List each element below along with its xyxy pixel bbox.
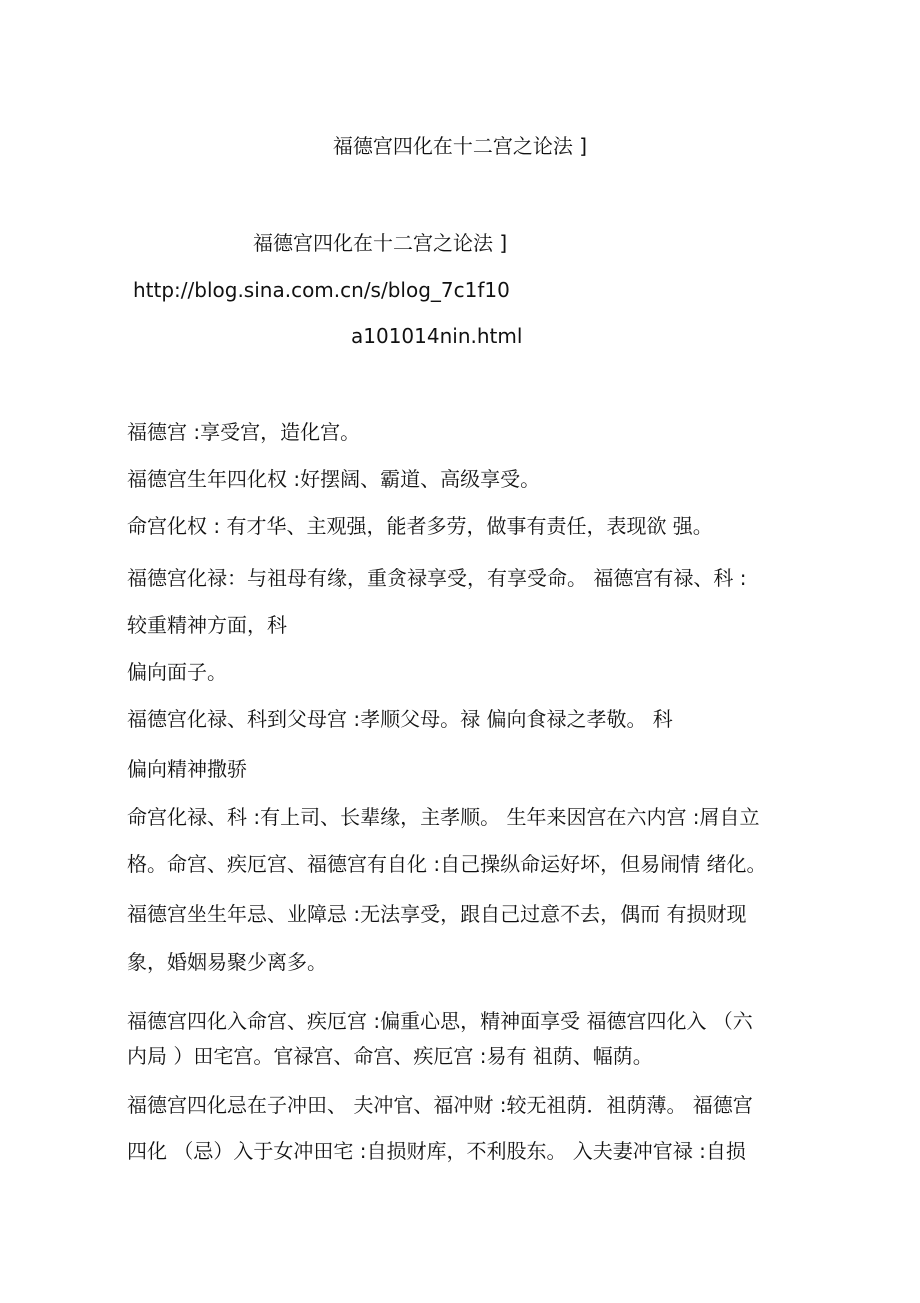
text-line: 命宫化权 : 有才华、主观强，能者多劳，做事有责任，表现欲 强。 (127, 514, 713, 538)
text-line: 偏向面子。 (127, 660, 227, 684)
text-line: 福德宫坐生年忌、业障忌 :无法享受，跟自己过意不去，偶而 有损财现 (127, 902, 747, 926)
document-subtitle: 福德宫四化在十二宫之论法 ] (253, 231, 508, 255)
source-url-line-1: http://blog.sina.com.cn/s/blog_7c1f10 (133, 278, 510, 302)
text-line: 福德宫 :享受宫，造化宫。 (127, 420, 361, 444)
text-line: 格。命宫、疾厄宫、福德宫有自化 :自己操纵命运好坏，但易闹情 绪化。 (127, 852, 767, 876)
text-line: 福德宫四化入命宫、疾厄宫 :偏重心思，精神面享受 福德宫四化入 （六 (127, 1009, 753, 1033)
source-url-line-2: a101014nin.html (351, 324, 523, 348)
text-line: 命宫化禄、科 :有上司、长辈缘，主孝顺。 生年来因宫在六内宫 :屑自立 (127, 805, 760, 829)
text-line: 较重精神方面，科 (127, 613, 287, 637)
text-line: 偏向精神撒骄 (127, 757, 247, 781)
text-line: 福德宫化禄：与祖母有缘，重贪禄享受，有享受命。 福德宫有禄、科 : (127, 566, 747, 590)
text-line: 福德宫四化忌在子冲田、 夫冲官、福冲财 :较无祖荫．祖荫薄。 福德宫 (127, 1093, 753, 1117)
text-line: 内局 ）田宅宫。官禄宫、命宫、疾厄宫 :易有 祖荫、幅荫。 (127, 1044, 653, 1068)
text-line: 象，婚姻易聚少离多。 (127, 950, 327, 974)
text-line: 四化 （忌）入于女冲田宅 :自损财库，不利股东。 入夫妻冲官禄 :自损 (127, 1139, 746, 1163)
text-line: 福德宫化禄、科到父母宫 :孝顺父母。禄 偏向食禄之孝敬。 科 (127, 707, 673, 731)
text-line: 福德宫生年四化权 :好摆阔、霸道、高级享受。 (127, 467, 541, 491)
document-title: 福德宫四化在十二宫之论法 ] (332, 134, 588, 158)
